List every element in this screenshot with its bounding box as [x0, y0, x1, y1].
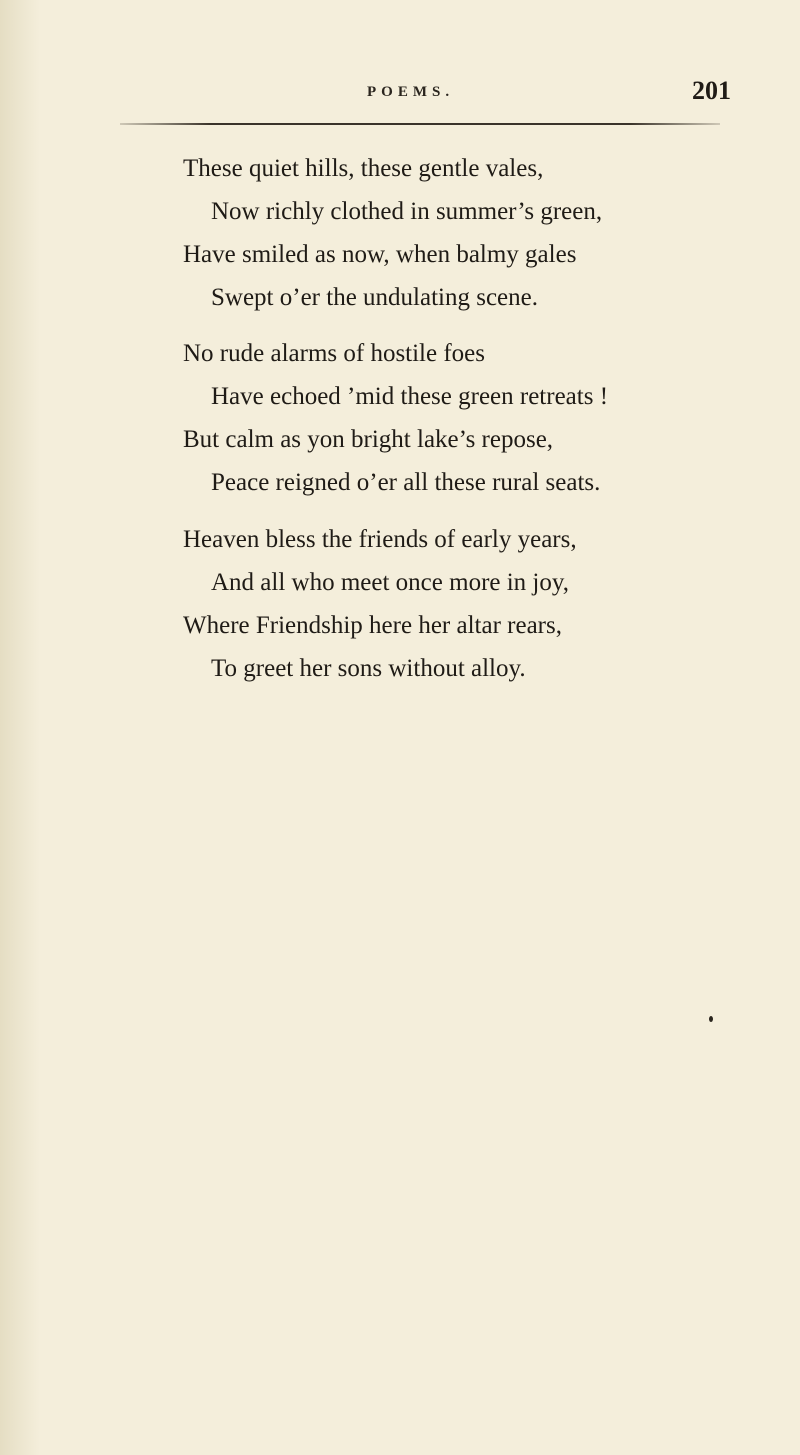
poem-line: Peace reigned o’er all these rural seats. [211, 469, 601, 496]
poem-line: Now richly clothed in summer’s green, [211, 198, 603, 225]
header-rule [120, 123, 720, 125]
poem-line: And all who meet once more in joy, [211, 569, 570, 596]
poem-line: But calm as yon bright lake’s repose, [183, 426, 554, 453]
running-title: POEMS. [367, 84, 455, 100]
poem-line: Where Friendship here her altar rears, [183, 612, 562, 639]
poem-line: Have smiled as now, when balmy gales [183, 241, 577, 268]
poem-line: These quiet hills, these gentle vales, [183, 155, 544, 182]
poem-line: To greet her sons without alloy. [211, 655, 526, 682]
poem-line: Heaven bless the friends of early years, [183, 526, 577, 553]
ink-speck [709, 1016, 713, 1022]
poem-line: No rude alarms of hostile foes [183, 340, 486, 367]
poem-line: Have echoed ’mid these green retreats ! [211, 383, 609, 410]
poem-line: Swept o’er the undulating scene. [211, 284, 538, 311]
page-number: 201 [692, 76, 731, 105]
